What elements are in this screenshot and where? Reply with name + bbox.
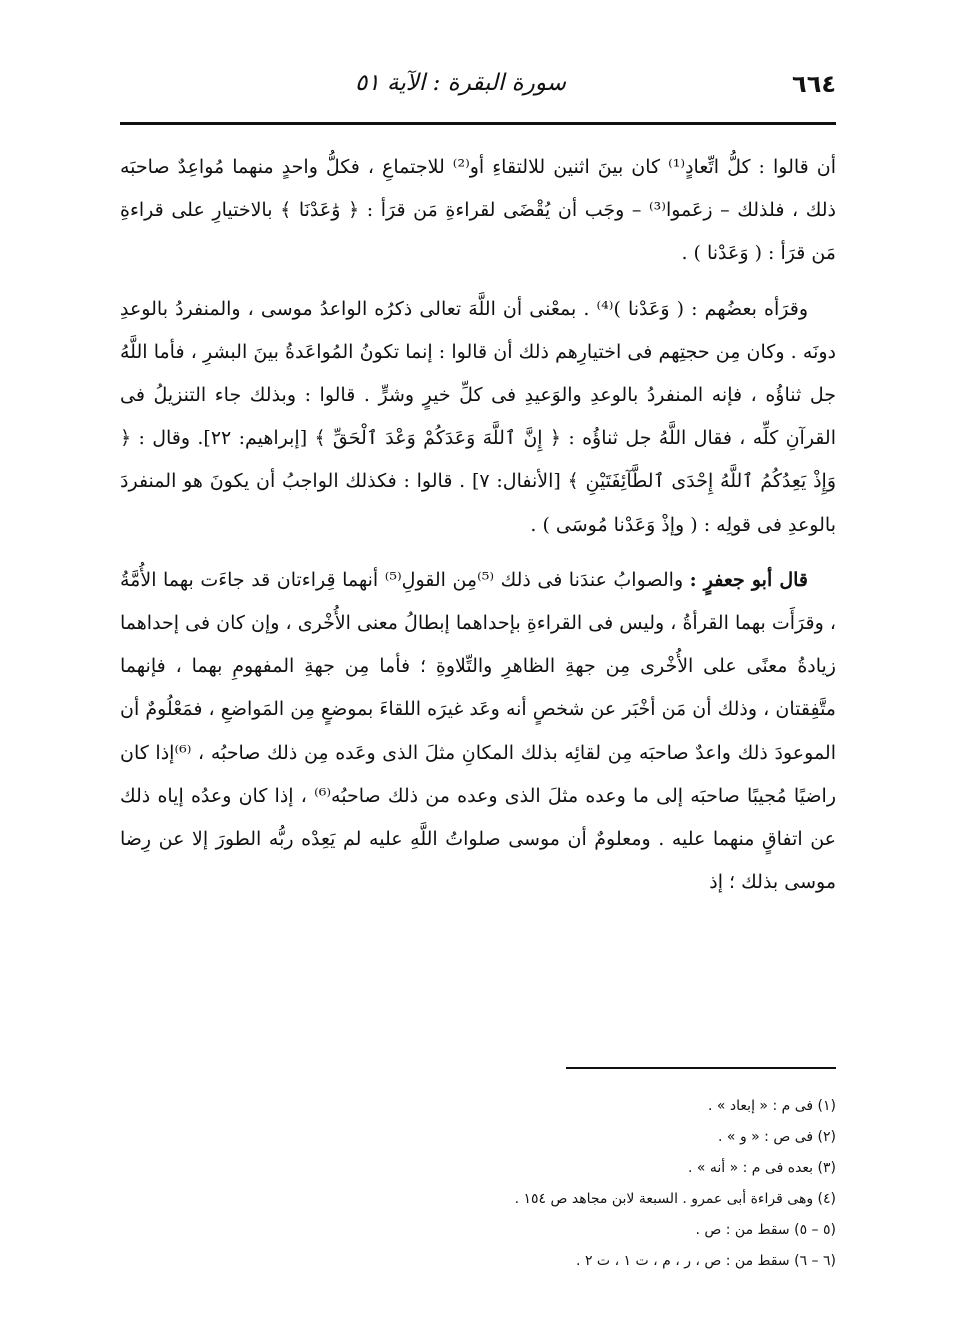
page-header xyxy=(120,66,836,106)
footnote-1: (١) فى م : « إبعاد » . xyxy=(708,1098,836,1114)
footnote-rule xyxy=(566,1067,836,1069)
running-title: سورة البقرة : الآية ٥١ xyxy=(355,70,566,96)
paragraph-1-text: أن قالوا : كلُّ اتِّعادٍ⁽¹⁾ كان بينَ اثنين للالتقاءِ أو⁽²⁾ للاجتماعِ ، فكلُّ واحدٍ منهما مُواعِدٌ صاحبَه ذلك ، فلذلك – زعَموا⁽³⁾ – وجَب أن يُقْضَى لقراءةِ مَن قرَأ : ﴿ وَٰعَدْنَا ﴾ بالاختيارِ على قراءةِ مَن قرَأ : ( وَعَدْنا ) . xyxy=(120,156,837,265)
paragraph-3 xyxy=(120,559,836,905)
paragraph-2 xyxy=(120,288,836,547)
header-rule xyxy=(120,122,836,125)
page-number: ٦٦٤ xyxy=(792,70,836,98)
paragraph-3-text: والصوابُ عندَنا فى ذلك ⁽⁵⁾مِن القولِ⁽⁵⁾ أنهما قِراءتان قد جاءَت بهما الأُمَّةُ ، وقرَأَت بهما القرأةُ ، وليس فى القراءةِ بإحداهما إبطالُ معنى الأُخْرى ، وإن كان فى إحداهما زيادةُ معنًى على الأُخْرى مِن جهةِ الظاهرِ والتِّلاوةِ ؛ فأما مِن جهةِ المفهومِ بهما ، فإنهما متَّفِقتان ، وذلك أن مَن أخْبَر عن شخصٍ أنه وعَد غيرَه اللقاءَ بموضعٍ مِن المَواضعِ ، فمَعْلُومٌ أن الموعودَ ذلك واعدٌ صاحبَه مِن لقائِه بذلك المكانِ مثلَ الذى وعَده مِن ذلك صاحبُه ، ⁽⁶⁾إذا كان راضيًا مُجيبًا صاحبَه إلى ما وعده مثلَ الذى وعده من ذلك صاحبُه⁽⁶⁾ ، إذا كان وعدُه إياه ذلك عن اتفاقٍ منهما عليه . ومعلومٌ أن موسى صلواتُ اللَّهِ عليه لم يَعِدْه ربُّه الطورَ إلا عن رِضا موسى بذلك ؛ إذ xyxy=(120,568,836,894)
speaker-label: قال أبو جعفرٍ : xyxy=(689,568,808,591)
footnote-2: (٢) فى ص : « و » . xyxy=(718,1129,836,1145)
paragraph-2-text: وقرَأه بعضُهم : ( وَعَدْنا )⁽⁴⁾ . بمعْنى أن اللَّهَ تعالى ذكرُه الواعدُ موسى ، والمنفردُ بالوعدِ دونَه . وكان مِن حجتِهم فى اختيارِهم ذلك أن قالوا : إنما تكونُ المُواعَدةُ بينَ البشرِ ، فأما اللَّهُ جل ثناؤُه ، فإنه المنفردُ بالوعدِ والوَعيدِ فى كلِّ خيرٍ وشرٍّ . قالوا : وبذلك جاء التنزيلُ فى القرآنِ كلِّه ، فقال اللَّهُ جل ثناؤُه : ﴿ إِنَّ ٱللَّهَ وَعَدَكُمْ وَعْدَ ٱلْحَقِّ ﴾ [إبراهيم: ٢٢]. وقال : ﴿ وَإِذْ يَعِدُكُمُ ٱللَّهُ إِحْدَى ٱلطَّآئِفَتَيْنِ ﴾ [الأنفال: ٧] . قالوا : فكذلك الواجبُ أن يكونَ هو المنفردَ بالوعدِ فى قولِه : ( وإذْ وَعَدْنا مُوسَى ) . xyxy=(120,297,836,536)
footnote-4: (٤) وهى قراءة أبى عمرو . السبعة لابن مجاهد ص ١٥٤ . xyxy=(514,1191,836,1207)
main-text xyxy=(120,146,836,916)
footnotes xyxy=(120,1091,836,1277)
footnote-6: (٦ – ٦) سقط من : ص ، ر ، م ، ت ١ ، ت ٢ . xyxy=(576,1253,836,1269)
paragraph-1 xyxy=(120,146,836,276)
footnote-5: (٥ – ٥) سقط من : ص . xyxy=(695,1222,836,1238)
footnote-3: (٣) بعده فى م : « أنه » . xyxy=(687,1160,836,1176)
